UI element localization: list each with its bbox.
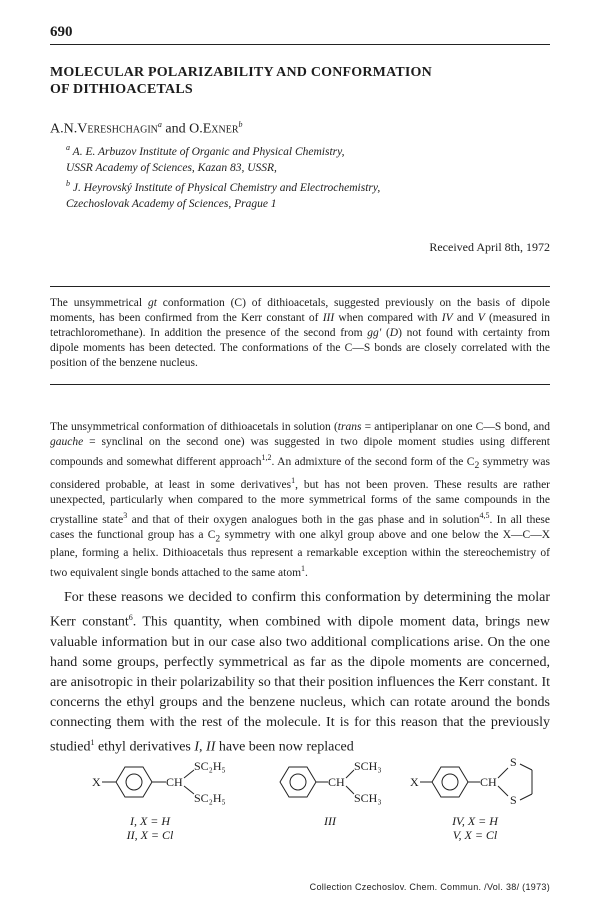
affiliation-b: $^b$ J. Heyrovský Institute of Physical Chemistry and Electrochemistry, <box>66 178 381 194</box>
journal-footer: Collection Czechoslov. Chem. Commun. /Vol. 38/ (1973) <box>309 882 550 892</box>
authors: A.N.Vereshchagin$^a$ and O.Exner$^b$ <box>50 120 243 137</box>
title-line-2: OF DITHIOACETALS <box>50 82 193 97</box>
affiliations: $^a$ A. E. Arbuzov Institute of Organic and Physical Chemistry, USSR Academy of Sciences, Kazan 83, USSR, $^b$ J. Heyrovský Institute of Physical Chemistry and Electrochemistry, Czechoslovak Academy of Sciences, Prague 1 <box>66 140 546 212</box>
affiliation-a: $^a$ A. E. Arbuzov Institute of Organic and Physical Chemistry, <box>66 143 345 158</box>
s3-x: X <box>410 775 419 789</box>
title-line-1: MOLECULAR POLARIZABILITY AND CONFORMATION <box>50 65 432 80</box>
s3-ch: CH <box>480 775 497 789</box>
s1-x: X <box>92 775 101 789</box>
main-paragraph: For these reasons we decided to confirm this conformation by determining the molar Kerr constant$^6$. This quantity, when combined with dipole moment data, brings new valuable information but in our case also two additional complications arise. On the one hand some groups, perfectly symmetrical as far as the dipole moments are concerned, are anisotropic in their polarizability so that their position influences the Kerr constant. It concerns the ethyl groups and the benzene nucleus, which can rotate around the bonds connecting them with the rest of the molecule. It is for this reason that the previously studied$^1$ ethyl derivatives I, II have been now replaced <box>50 590 550 755</box>
author-1: Vereshchagin <box>77 121 158 137</box>
abstract: The unsymmetrical gt conformation (C) of dithioacetals, suggested previously on the basis of dipole moments, has been confirmed from the Kerr constant of III when compared with IV and V (measured in tetrachloromethane). In addition the presence of the second from gg' (D) not found with certainty from dipole moments has been detected. The conformations of the C—S bonds are closely correlated with the position of the benzene nucleus. <box>50 297 550 369</box>
abstract-top-rule <box>50 286 550 287</box>
s2-bot: SCH₃ <box>354 791 382 805</box>
s1-ch: CH <box>166 775 183 789</box>
intro-paragraph: The unsymmetrical conformation of dithioacetals in solution (trans = antiperiplanar on one C—S bond, and gauche = synclinal on the second one) was suggested in two dipole moment studies using different compounds and somewhat different approach$^{1,2}$. An admixture of the second form of the $C_2$ symmetry was considered probable, at least in some derivatives$^1$, but has not been proven. These results are rather unexpected, particularly when compared to the more symmetrical forms of the same compounds in the crystalline state$^3$ and that of their oxygen analogues both in the gas phase and in solution$^{4,5}$. In all these cases the functional group has a $C_2$ symmetry with one alkyl group above and one below the X—C—X plane, forming a helix. Dithioacetals thus represent a remarkable exception within the stereochemistry of two equivalent single bonds attached to the same atom$^1$. <box>50 421 551 579</box>
s1-bot: SC₂H₅ <box>194 791 226 805</box>
page-number: 690 <box>50 24 73 40</box>
structure-label-2: III <box>324 814 336 828</box>
chemical-structures <box>80 752 560 862</box>
s2-ch: CH <box>328 775 345 789</box>
s3-s1: S <box>510 755 517 769</box>
s1-top: SC₂H₅ <box>194 759 226 773</box>
structure-label-1: I, X = H II, X = Cl <box>126 814 174 842</box>
header-rule <box>50 44 550 45</box>
s2-top: SCH₃ <box>354 759 382 773</box>
structures-drawing <box>80 752 560 862</box>
article-title <box>50 64 550 98</box>
abstract-bottom-rule <box>50 384 550 385</box>
s3-s2: S <box>510 793 517 807</box>
structure-label-3: IV, X = H V, X = Cl <box>452 814 498 842</box>
received-date: Received April 8th, 1972 <box>429 240 550 254</box>
author-2: Exner <box>202 121 239 137</box>
